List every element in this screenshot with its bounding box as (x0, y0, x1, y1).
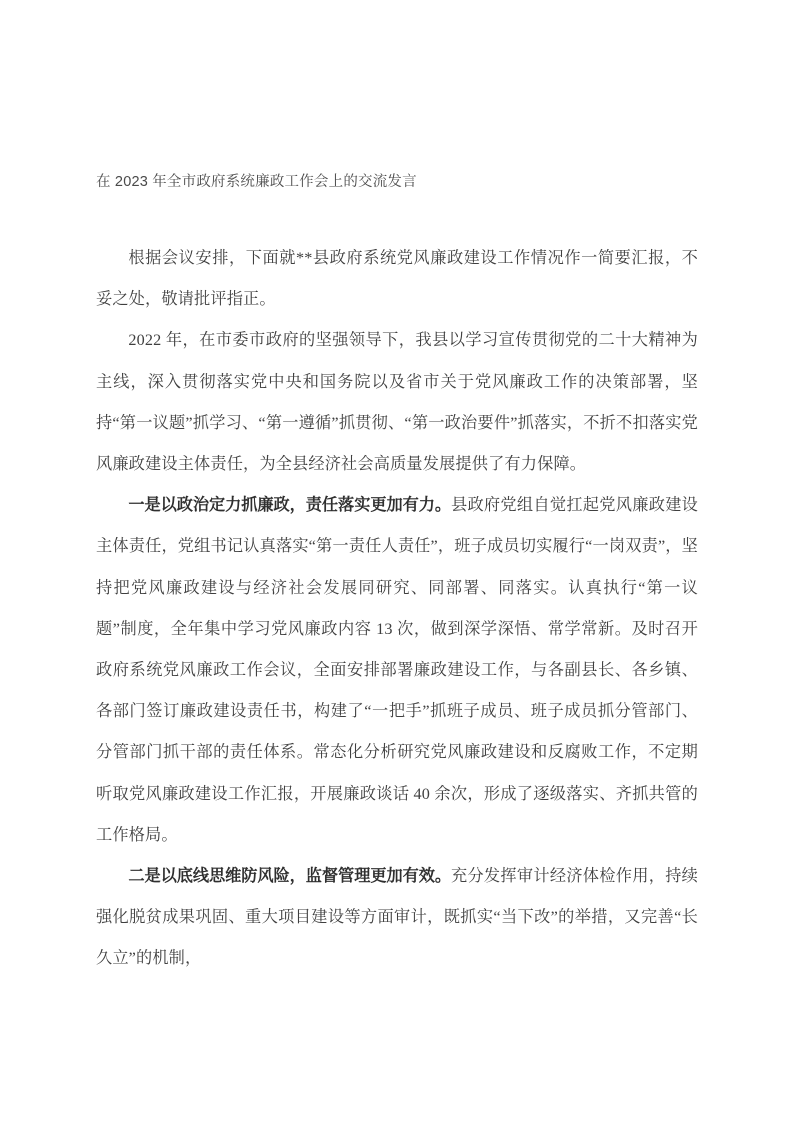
paragraph-3-heading: 一是以政治定力抓廉政，责任落实更加有力。 (128, 496, 451, 515)
paragraph-4-text: 充分发挥审计经济体检作用，持续强化脱贫成果巩固、重大项目建设等方面审计，既抓实“当下改”的举措，又完善“长久立”的机制， (96, 867, 699, 968)
paragraph-4 (96, 856, 698, 980)
paragraph-3-text: 县政府党组自觉扛起党风廉政建设主体责任，党组书记认真落实“第一责任人责任”，班子成员切实履行“一岗双责”，坚持把党风廉政建设与经济社会发展同研究、同部署、同落实。认真执行“第一议题”制度，全年集中学习党风廉政内容 13 次，做到深学深悟、常学常新。及时召开政府系统党风廉政工作会议，全面安排部署廉政建设工作，与各副县长、各乡镇、各部门签订廉政建设责任书，构建了“一把手”抓班子成员、班子成员抓分管部门、分管部门抓干部的责任体系。常态化分析研究党风廉政建设和反腐败工作，不定期听取党风廉政建设工作汇报，开展廉政谈话 40 余次，形成了逐级落实、齐抓共管的工作格局。 (96, 496, 699, 844)
paragraph-4-heading: 二是以底线思维防风险，监督管理更加有效。 (128, 867, 451, 886)
page-title: 在 2023 年全市政府系统廉政工作会上的交流发言 (96, 174, 417, 190)
paragraph-2: 2022 年，在市委市政府的坚强领导下，我县以学习宣传贯彻党的二十大精神为主线，深入贯彻落实党中央和国务院以及省市关于党风廉政工作的决策部署，坚持“第一议题”抓学习、“第一遵循”抓贯彻、“第一政治要件”抓落实，不折不扣落实党风廉政建设主体责任，为全县经济社会高质量发展提供了有力保障。 (96, 331, 698, 474)
paragraph-3 (96, 485, 698, 856)
paragraph-1: 根据会议安排，下面就**县政府系统党风廉政建设工作情况作一简要汇报，不妥之处，敬请批评指正。 (96, 249, 698, 309)
document-body (96, 0, 698, 980)
